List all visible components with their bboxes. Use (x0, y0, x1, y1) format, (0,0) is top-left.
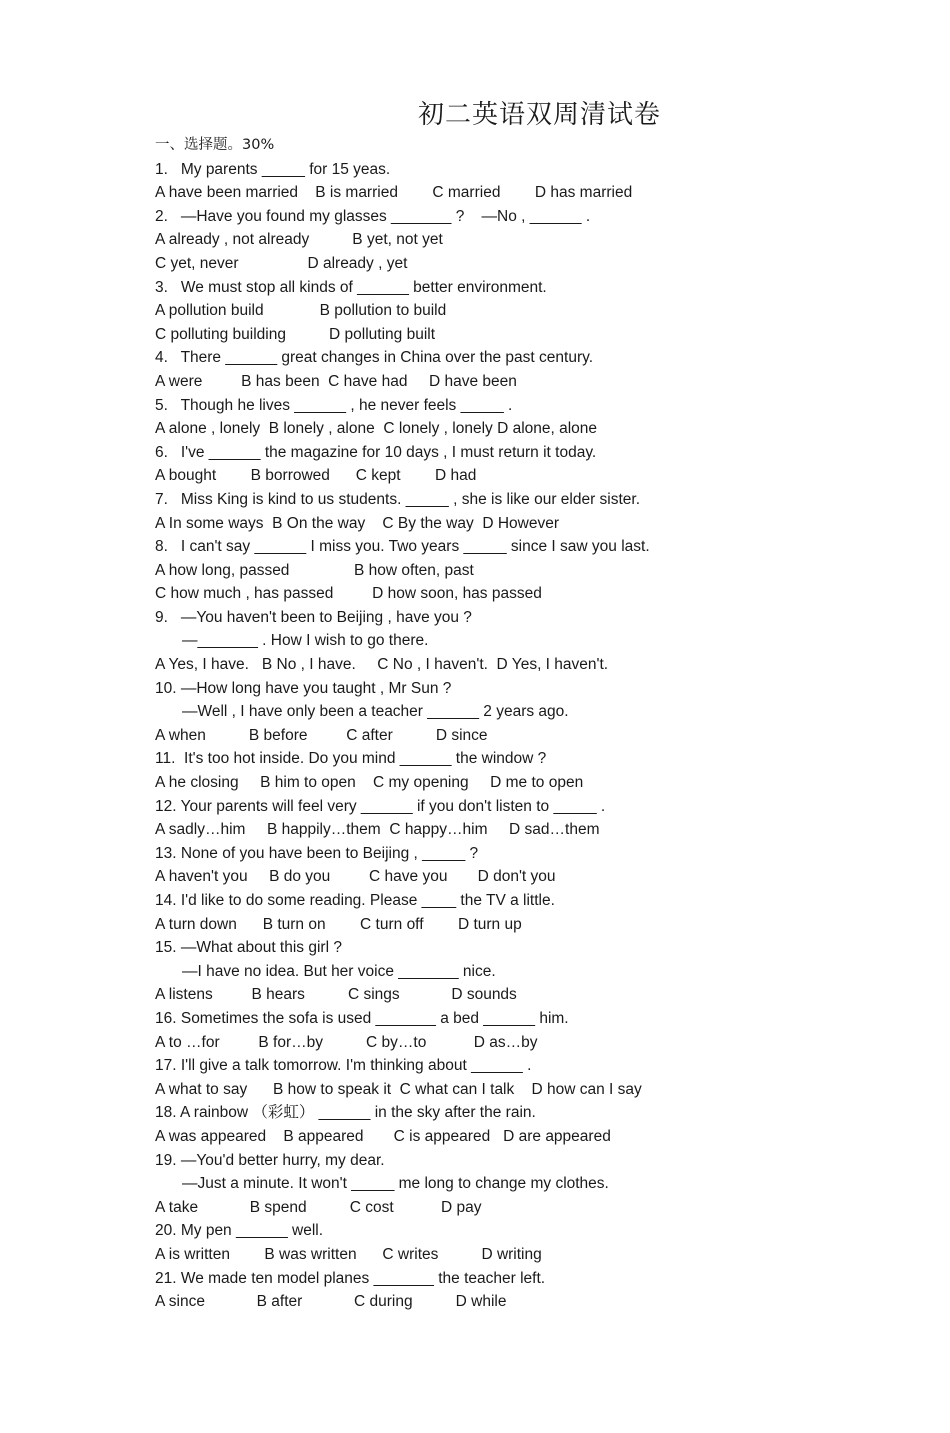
answer-options-line: A haven't you B do you C have you D don't you (155, 868, 556, 886)
question-line: 18. A rainbow （彩虹） ______ in the sky after the rain. (155, 1104, 536, 1122)
question-line: 4. There ______ great changes in China over the past century. (155, 349, 594, 367)
dialogue-line: —Well , I have only been a teacher ______ 2 years ago. (182, 703, 569, 721)
answer-options-line: A were B has been C have had D have been (155, 372, 517, 390)
answer-options-line: A was appeared B appeared C is appeared D are appeared (155, 1127, 611, 1145)
question-line: 21. We made ten model planes _______ the teacher left. (155, 1269, 546, 1287)
answer-options-line: A already , not already B yet, not yet (155, 231, 443, 249)
answer-options-line: A how long, passed B how often, past (155, 561, 474, 579)
dialogue-line: —I have no idea. But her voice _______ nice. (182, 962, 496, 980)
question-line: 9. —You haven't been to Beijing , have you ? (155, 608, 472, 626)
dialogue-line: —_______ . How I wish to go there. (182, 632, 429, 650)
question-line: 1. My parents _____ for 15 yeas. (155, 160, 391, 178)
question-line: 13. None of you have been to Beijing , _____ ? (155, 844, 479, 862)
answer-options-line: A pollution build B pollution to build (155, 302, 447, 320)
answer-options-line: C how much , has passed D how soon, has passed (155, 585, 542, 603)
answer-options-line: A take B spend C cost D pay (155, 1198, 482, 1216)
answer-options-line: A listens B hears C sings D sounds (155, 986, 517, 1004)
answer-options-line: A alone , lonely B lonely , alone C lonely , lonely D alone, alone (155, 420, 598, 438)
answer-options-line: A In some ways B On the way C By the way D However (155, 514, 560, 532)
answer-options-line: A to …for B for…by C by…to D as…by (155, 1033, 538, 1051)
answer-options-line: A have been married B is married C married D has married (155, 184, 633, 202)
question-line: 3. We must stop all kinds of ______ better environment. (155, 278, 547, 296)
question-line: 6. I've ______ the magazine for 10 days , I must return it today. (155, 443, 597, 461)
question-lines (155, 158, 915, 1314)
question-line: 19. —You'd better hurry, my dear. (155, 1151, 385, 1169)
answer-options-line: C yet, never D already , yet (155, 254, 408, 272)
question-line: 20. My pen ______ well. (155, 1222, 324, 1240)
question-line: 12. Your parents will feel very ______ if you don't listen to _____ . (155, 797, 606, 815)
question-line: 7. Miss King is kind to us students. _____ , she is like our elder sister. (155, 490, 641, 508)
answer-options-line: A when B before C after D since (155, 726, 488, 744)
question-line: 17. I'll give a talk tomorrow. I'm thinking about ______ . (155, 1057, 532, 1075)
question-line: 5. Though he lives ______ , he never feels _____ . (155, 396, 513, 414)
question-line: 10. —How long have you taught , Mr Sun ? (155, 679, 452, 697)
answer-options-line: A since B after C during D while (155, 1293, 507, 1311)
question-line: 15. —What about this girl ? (155, 939, 342, 957)
question-line: 2. —Have you found my glasses _______ ? —No , ______ . (155, 207, 591, 225)
question-line: 11. It's too hot inside. Do you mind ______ the window ? (155, 750, 547, 768)
answer-options-line: C polluting building D polluting built (155, 325, 436, 343)
answer-options-line: A Yes, I have. B No , I have. C No , I haven't. D Yes, I haven't. (155, 656, 609, 674)
answer-options-line: A what to say B how to speak it C what can I talk D how can I say (155, 1080, 642, 1098)
answer-options-line: A sadly…him B happily…them C happy…him D sad…them (155, 821, 600, 839)
question-list (155, 134, 915, 1314)
page-title: 初二英语双周清试卷 (418, 100, 662, 130)
section-heading: 一、选择题。30% (155, 137, 275, 153)
question-line: 16. Sometimes the sofa is used _______ a bed ______ him. (155, 1009, 569, 1027)
question-line: 8. I can't say ______ I miss you. Two years _____ since I saw you last. (155, 538, 650, 556)
question-line: 14. I'd like to do some reading. Please ____ the TV a little. (155, 892, 555, 909)
answer-options-line: A bought B borrowed C kept D had (155, 467, 477, 485)
answer-options-line: A turn down B turn on C turn off D turn up (155, 915, 522, 933)
answer-options-line: A is written B was written C writes D writing (155, 1245, 542, 1263)
dialogue-line: —Just a minute. It won't _____ me long to change my clothes. (182, 1175, 609, 1193)
answer-options-line: A he closing B him to open C my opening D me to open (155, 774, 584, 792)
